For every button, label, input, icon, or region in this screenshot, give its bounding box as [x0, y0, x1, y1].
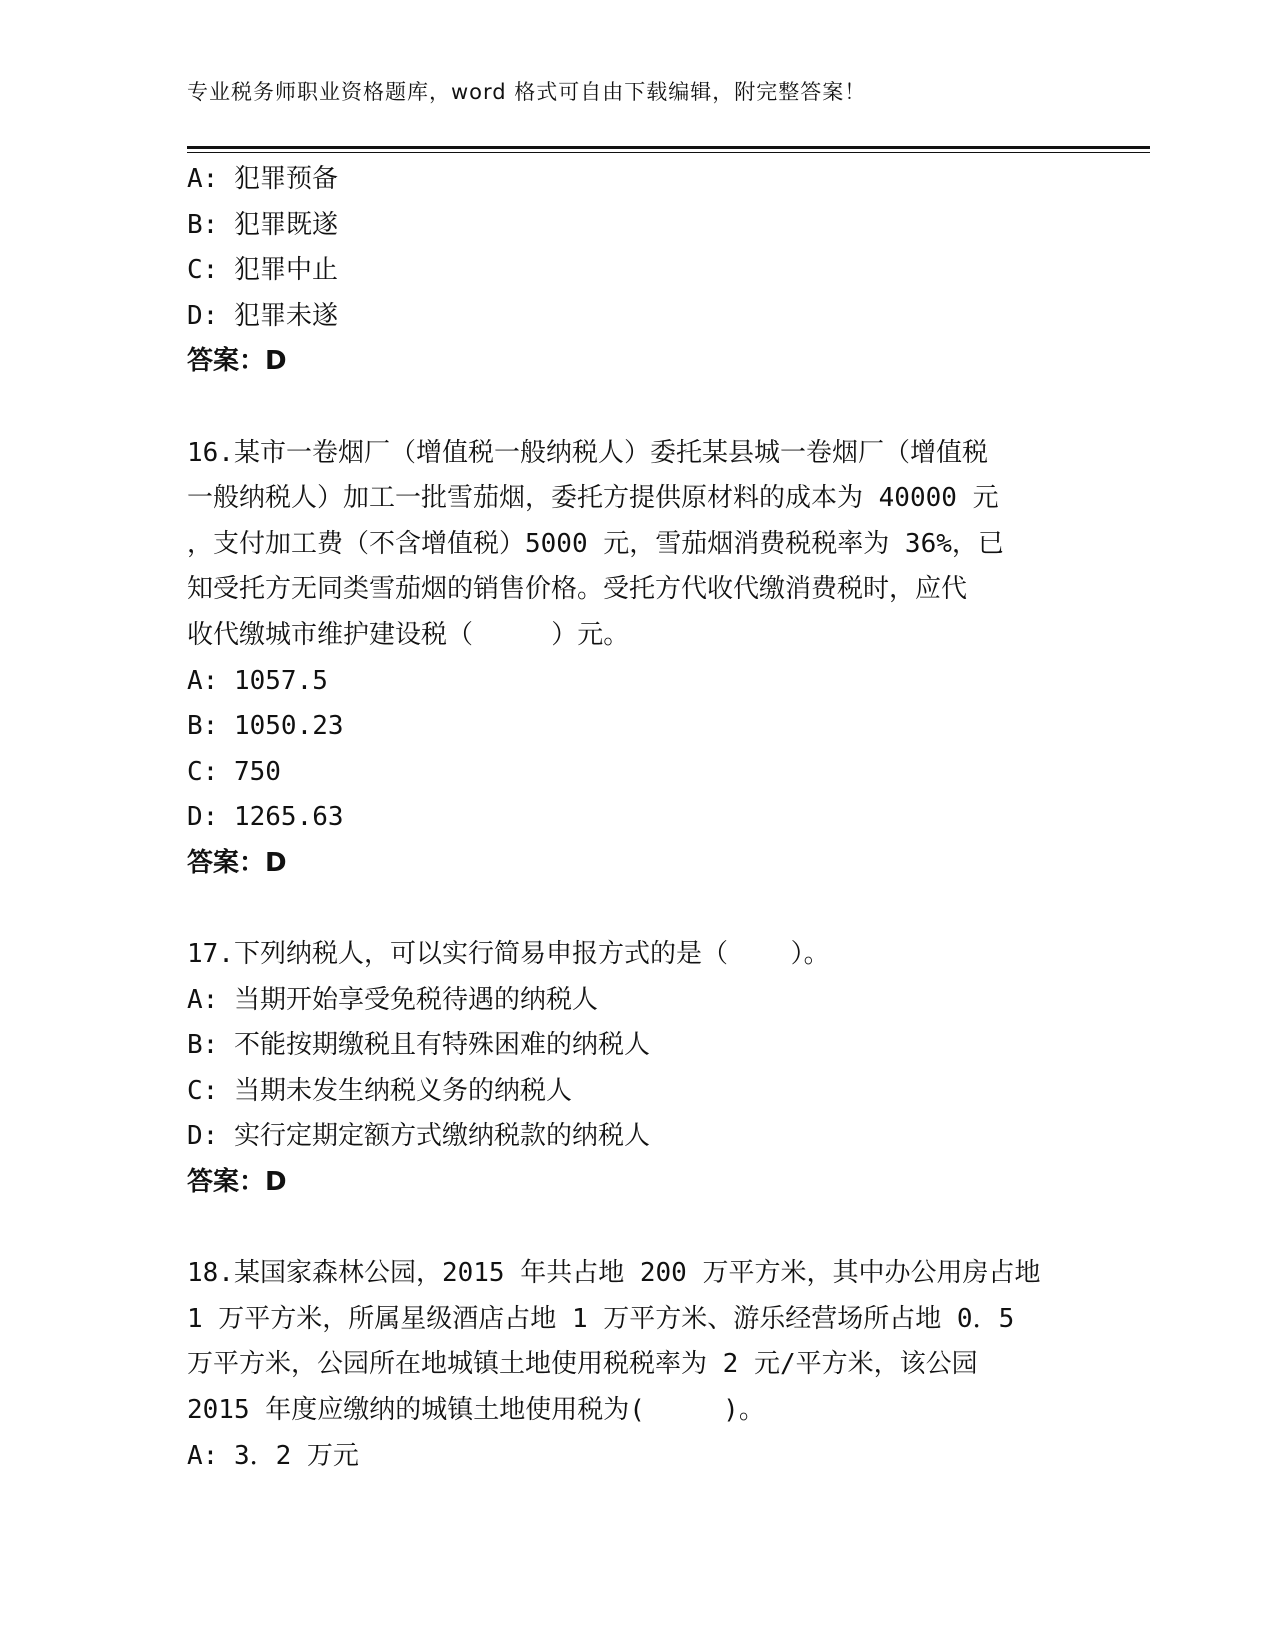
q16-answer: 答案：D — [187, 847, 287, 878]
spacer — [187, 385, 1087, 431]
q15-option-a: A: 犯罪预备 — [187, 164, 338, 194]
q16-stem-line: 16.某市一卷烟厂（增值税一般纳税人）委托某县城一卷烟厂（增值税 — [187, 437, 988, 468]
page-header: 专业税务师职业资格题库，word 格式可自由下载编辑，附完整答案！ — [187, 80, 867, 104]
q15-option-c: C: 犯罪中止 — [187, 255, 338, 286]
q17-stem-line: 17.下列纳税人，可以实行简易申报方式的是（ ）。 — [187, 939, 830, 970]
question-content — [187, 157, 1087, 1479]
spacer — [187, 887, 1087, 933]
q16-stem-line: 知受托方无同类雪茄烟的销售价格。受托方代收代缴消费税时，应代 — [187, 574, 968, 605]
q17-option-d: D: 实行定期定额方式缴纳税款的纳税人 — [187, 1121, 650, 1152]
q16-option-d: D: 1265.63 — [187, 802, 344, 833]
q15-option-b: B: 犯罪既遂 — [187, 209, 338, 240]
spacer — [187, 1206, 1087, 1252]
q16-stem-line: 一般纳税人）加工一批雪茄烟，委托方提供原材料的成本为 40000 元 — [187, 483, 999, 514]
q17-option-b: B: 不能按期缴税且有特殊困难的纳税人 — [187, 1030, 650, 1061]
q18-stem-line: 1 万平方米，所属星级酒店占地 1 万平方米、游乐经营场所占地 0．5 — [187, 1303, 1015, 1334]
q16-option-b: B: 1050.23 — [187, 711, 344, 742]
header-rule-thick — [187, 146, 1150, 149]
q17-option-a: A: 当期开始享受免税待遇的纳税人 — [187, 984, 598, 1015]
q16-option-a: A: 1057.5 — [187, 665, 328, 696]
q18-stem-line: 万平方米，公园所在地城镇土地使用税税率为 2 元/平方米，该公园 — [187, 1349, 978, 1380]
q16-stem-line: 收代缴城市维护建设税（ ）元。 — [187, 619, 630, 650]
q17-answer: 答案：D — [187, 1167, 287, 1198]
q15-option-d: D: 犯罪未遂 — [187, 300, 338, 331]
q18-stem-line: 18.某国家森林公园，2015 年共占地 200 万平方米，其中办公用房占地 — [187, 1258, 1041, 1289]
q16-option-c: C: 750 — [187, 756, 281, 787]
q18-option-a: A: 3．2 万元 — [187, 1440, 359, 1471]
header-rule-thin — [187, 152, 1150, 153]
q15-answer: 答案：D — [187, 346, 287, 377]
q17-option-c: C: 当期未发生纳税义务的纳税人 — [187, 1075, 572, 1106]
q18-stem-line: 2015 年度应缴纳的城镇土地使用税为( )。 — [187, 1395, 765, 1426]
q16-stem-line: ，支付加工费（不含增值税）5000 元，雪茄烟消费税税率为 36%，已 — [187, 528, 1004, 559]
